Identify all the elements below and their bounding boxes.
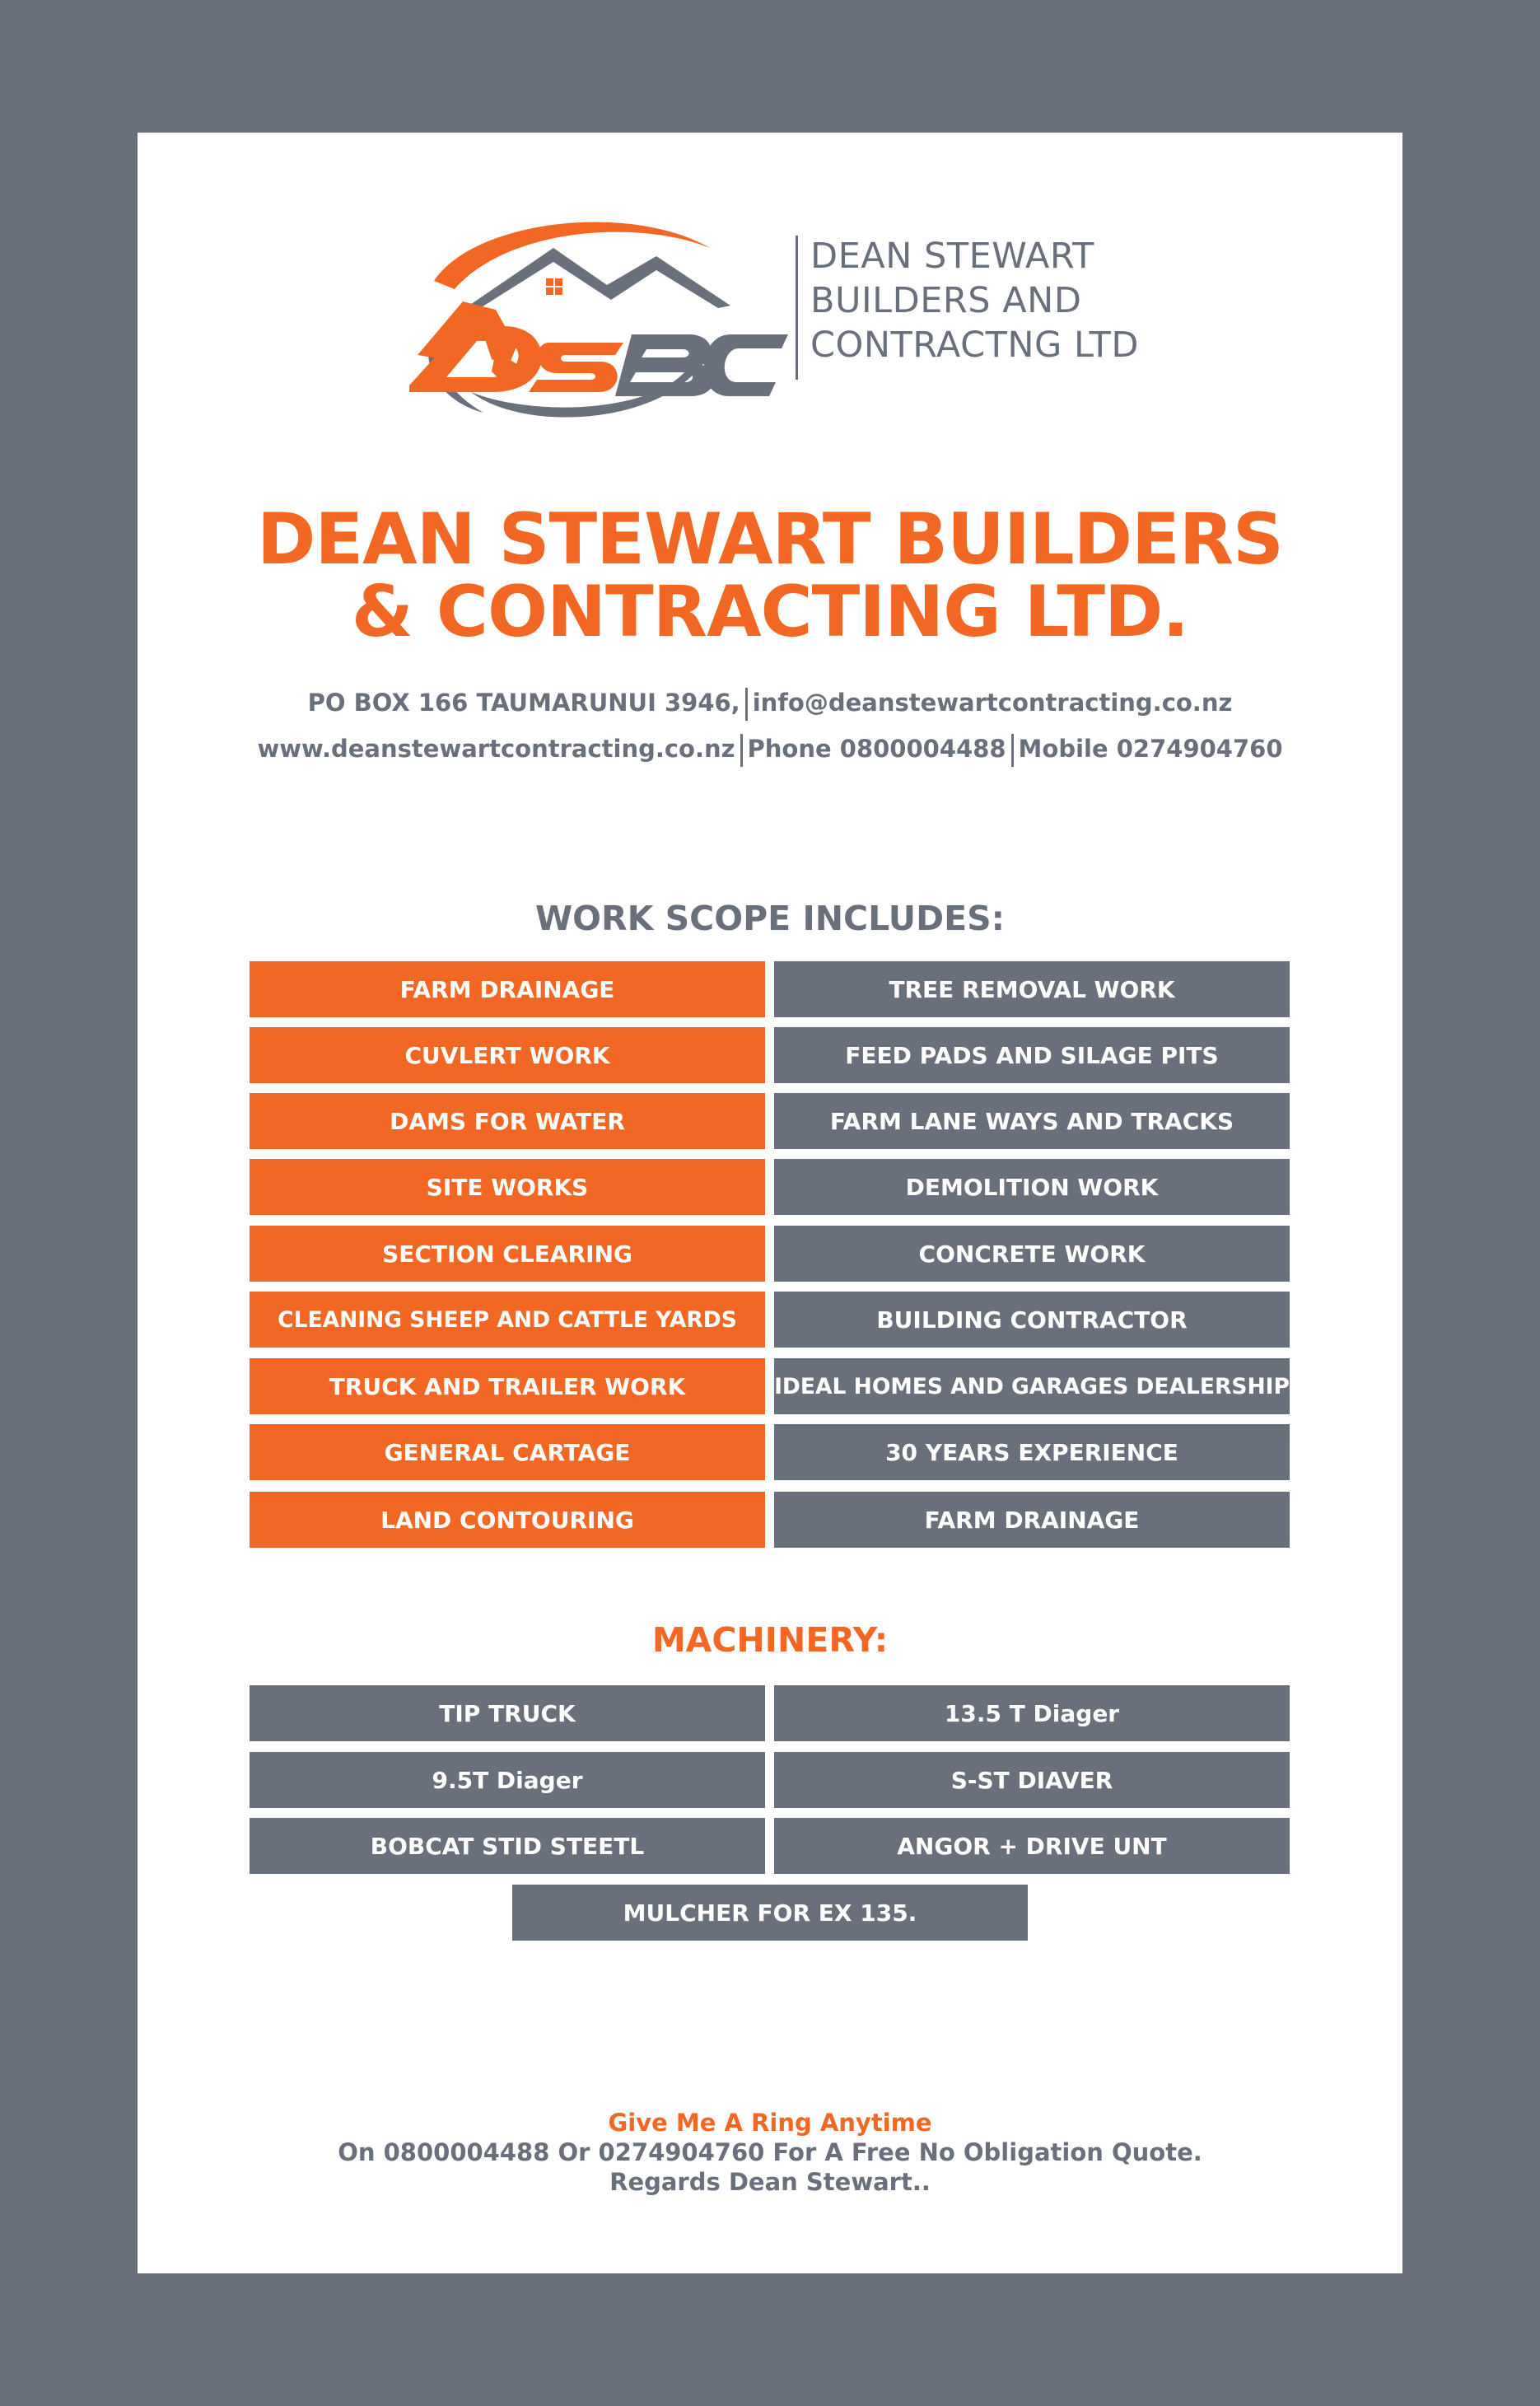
- dsbc-logo-mark: [385, 203, 796, 450]
- machinery-item-left: TIP TRUCK: [250, 1685, 765, 1741]
- title-line-2: & CONTRACTING LTD.: [351, 571, 1189, 653]
- contact-separator: [1011, 734, 1014, 767]
- scope-item-left: SECTION CLEARING: [250, 1226, 765, 1282]
- contact-separator: [745, 688, 748, 721]
- logo-line-3: CONTRACTNG LTD: [810, 325, 1139, 366]
- contact-line-2: [138, 732, 1402, 767]
- scope-item-right: FARM DRAINAGE: [774, 1492, 1290, 1548]
- logo-divider: [796, 236, 798, 380]
- machinery-item-center: MULCHER FOR EX 135.: [512, 1885, 1028, 1941]
- contact-line-1: [138, 686, 1402, 721]
- scope-item-right: IDEAL HOMES AND GARAGES DEALERSHIP: [774, 1358, 1290, 1414]
- machinery-item-right: ANGOR + DRIVE UNT: [774, 1818, 1290, 1874]
- scope-item-left: SITE WORKS: [250, 1159, 765, 1215]
- scope-item-right: BUILDING CONTRACTOR: [774, 1292, 1290, 1348]
- scope-item-right: 30 YEARS EXPERIENCE: [774, 1424, 1290, 1480]
- work-scope-heading: WORK SCOPE INCLUDES:: [534, 899, 1006, 938]
- phone-text: Phone 0800004488: [747, 735, 1006, 763]
- scope-item-left: TRUCK AND TRAILER WORK: [250, 1358, 765, 1414]
- scope-item-right: TREE REMOVAL WORK: [774, 961, 1290, 1017]
- scope-item-left: GENERAL CARTAGE: [250, 1424, 765, 1480]
- footer-message: [138, 2108, 1402, 2197]
- logo-line-2: BUILDERS AND: [810, 280, 1082, 321]
- machinery-item-right: 13.5 T Diager: [774, 1685, 1290, 1741]
- scope-item-left: FARM DRAINAGE: [250, 961, 765, 1017]
- logo-wordmark: [810, 234, 1139, 367]
- title-line-1: DEAN STEWART BUILDERS: [257, 498, 1283, 581]
- address-text: PO BOX 166 TAUMARUNUI 3946,: [307, 689, 740, 717]
- scope-item-right: FARM LANE WAYS AND TRACKS: [774, 1093, 1290, 1149]
- company-logo: [385, 203, 1150, 450]
- scope-item-left: DAMS FOR WATER: [250, 1093, 765, 1149]
- scope-item-left: LAND CONTOURING: [250, 1492, 765, 1548]
- machinery-item-right: S-ST DIAVER: [774, 1752, 1290, 1808]
- scope-item-left: CLEANING SHEEP AND CATTLE YARDS: [250, 1292, 765, 1348]
- mobile-text: Mobile 0274904760: [1018, 735, 1283, 763]
- flyer-sheet: [138, 133, 1402, 2273]
- footer-signoff: Regards Dean Stewart..: [609, 2168, 931, 2196]
- scope-item-right: FEED PADS AND SILAGE PITS: [774, 1027, 1290, 1083]
- scope-item-left: CUVLERT WORK: [250, 1027, 765, 1083]
- footer-call-to-action: Give Me A Ring Anytime: [608, 2109, 932, 2137]
- page-title: [138, 498, 1402, 653]
- email-link[interactable]: info@deanstewartcontracting.co.nz: [752, 689, 1233, 717]
- logo-line-1: DEAN STEWART: [810, 236, 1094, 277]
- footer-phone-line: On 0800004488 Or 0274904760 For A Free No Obligation Quote.: [338, 2138, 1202, 2166]
- scope-item-right: CONCRETE WORK: [774, 1226, 1290, 1282]
- website-link[interactable]: www.deanstewartcontracting.co.nz: [257, 735, 735, 763]
- contact-separator: [740, 734, 743, 767]
- machinery-item-left: 9.5T Diager: [250, 1752, 765, 1808]
- machinery-item-left: BOBCAT STID STEETL: [250, 1818, 765, 1874]
- scope-item-right: DEMOLITION WORK: [774, 1159, 1290, 1215]
- machinery-heading: MACHINERY:: [651, 1620, 889, 1660]
